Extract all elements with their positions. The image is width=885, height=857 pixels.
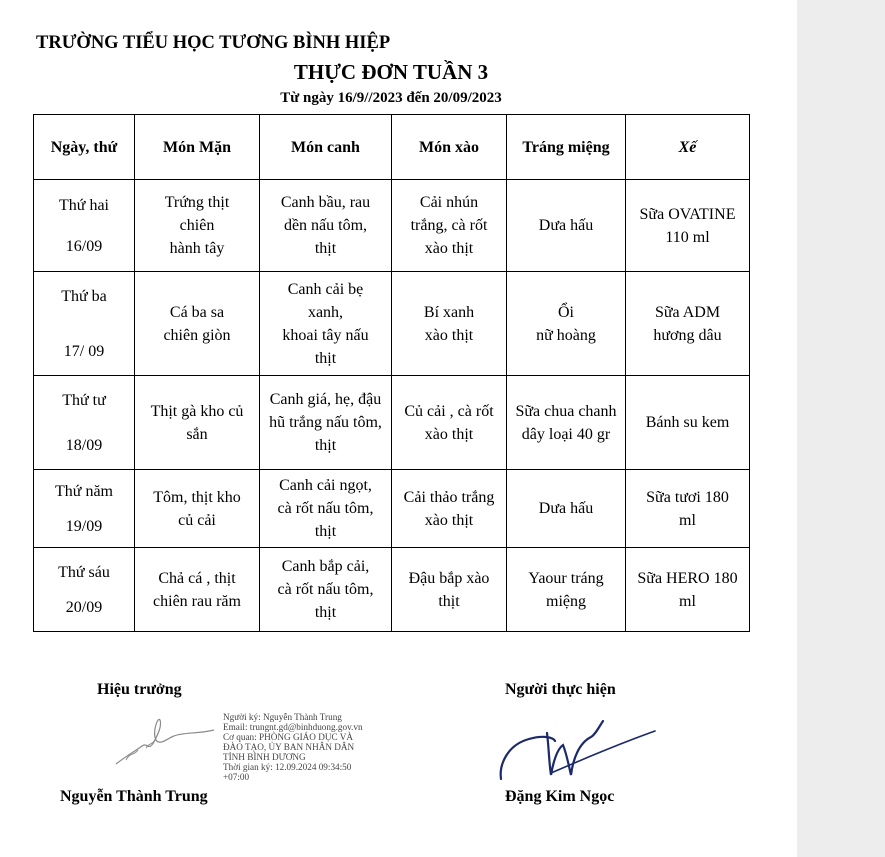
preparer-title: Người thực hiện [505, 681, 616, 698]
main-dish-cell: Trứng thịt chiên hành tây [135, 180, 260, 272]
table-row [34, 470, 750, 548]
snack-cell: Sữa ADM hương dâu [626, 272, 750, 376]
soup-cell: Canh giá, hẹ, đậu hũ trắng nấu tôm, thịt [260, 376, 392, 470]
col-header-soup: Món canh [260, 115, 392, 180]
digital-org-line-1: Cơ quan: PHÒNG GIÁO DỤC VÀ [223, 732, 353, 742]
snack-cell: Sữa HERO 180 ml [626, 548, 750, 632]
soup-cell: Canh bắp cải, cà rốt nấu tôm, thịt [260, 548, 392, 632]
table-row [34, 548, 750, 632]
digital-timezone: +07:00 [223, 772, 250, 782]
day-cell [34, 548, 135, 632]
main-dish-cell: Tôm, thịt kho củ cải [135, 470, 260, 548]
school-name: TRƯỜNG TIỂU HỌC TƯƠNG BÌNH HIỆP [36, 33, 391, 53]
main-dish-cell: Chả cá , thịt chiên rau răm [135, 548, 260, 632]
day-date: 19/09 [65, 517, 103, 535]
snack-cell: Sữa OVATINE 110 ml [626, 180, 750, 272]
date-range: Từ ngày 16/9//2023 đến 20/09/2023 [280, 90, 502, 106]
day-name: Thứ tư [62, 391, 106, 409]
stir-fry-cell: Cải nhún trắng, cà rốt xào thịt [392, 180, 507, 272]
day-name: Thứ sáu [58, 563, 110, 581]
day-date: 16/09 [65, 237, 103, 255]
day-name: Thứ hai [59, 196, 109, 214]
principal-title: Hiệu trưởng [97, 681, 182, 698]
day-cell [34, 272, 135, 376]
dessert-cell: Ổi nữ hoàng [507, 272, 626, 376]
digital-signature-info [223, 712, 398, 782]
table-row [34, 272, 750, 376]
viewer-background [797, 0, 885, 857]
digital-org-line-3: TỈNH BÌNH DƯƠNG [223, 752, 306, 762]
menu-title: THỰC ĐƠN TUẦN 3 [293, 60, 489, 84]
principal-signature [112, 712, 220, 774]
col-header-stir-fry: Món xào [392, 115, 507, 180]
soup-cell: Canh bầu, rau dền nấu tôm, thịt [260, 180, 392, 272]
day-date: 18/09 [65, 436, 103, 454]
day-cell [34, 470, 135, 548]
day-date: 20/09 [65, 598, 103, 616]
day-cell [34, 180, 135, 272]
col-header-day: Ngày, thứ [34, 115, 135, 180]
principal-name: Nguyễn Thành Trung [60, 788, 208, 805]
dessert-cell: Dưa hấu [507, 470, 626, 548]
day-cell [34, 376, 135, 470]
digital-time: Thời gian ký: 12.09.2024 09:34:50 [223, 762, 352, 772]
snack-cell: Sữa tươi 180 ml [626, 470, 750, 548]
snack-cell: Bánh su kem [626, 376, 750, 470]
dessert-cell: Sữa chua chanh dây loại 40 gr [507, 376, 626, 470]
day-name: Thứ ba [61, 287, 107, 305]
stir-fry-cell: Bí xanh xào thịt [392, 272, 507, 376]
day-name: Thứ năm [55, 482, 113, 500]
col-header-snack: Xế [626, 115, 750, 180]
soup-cell: Canh cải ngọt, cà rốt nấu tôm, thịt [260, 470, 392, 548]
main-dish-cell: Thịt gà kho củ sắn [135, 376, 260, 470]
soup-cell: Canh cải bẹ xanh, khoai tây nấu thịt [260, 272, 392, 376]
day-date: 17/ 09 [63, 342, 105, 360]
digital-org-line-2: ĐÀO TẠO, ỦY BAN NHÂN DÂN [223, 742, 355, 752]
digital-email: Email: trungnt.gd@binhduong.gov.vn [223, 722, 363, 732]
dessert-cell: Dưa hấu [507, 180, 626, 272]
stir-fry-cell: Đậu bắp xào thịt [392, 548, 507, 632]
dessert-cell: Yaour tráng miệng [507, 548, 626, 632]
table-header-row [34, 115, 750, 180]
table-row [34, 376, 750, 470]
col-header-dessert: Tráng miệng [507, 115, 626, 180]
weekly-menu-table [33, 114, 750, 632]
preparer-name: Đặng Kim Ngọc [505, 788, 615, 805]
table-row [34, 180, 750, 272]
main-dish-cell: Cá ba sa chiên giòn [135, 272, 260, 376]
digital-signer: Người ký: Nguyễn Thành Trung [223, 712, 342, 722]
stir-fry-cell: Củ cải , cà rốt xào thịt [392, 376, 507, 470]
preparer-signature [495, 715, 660, 785]
col-header-main-dish: Món Mặn [135, 115, 260, 180]
stir-fry-cell: Cải thảo trắng xào thịt [392, 470, 507, 548]
